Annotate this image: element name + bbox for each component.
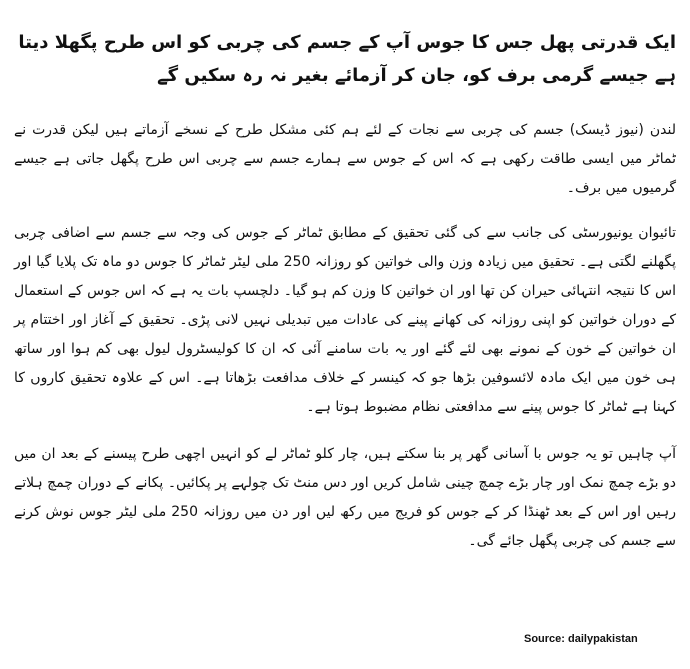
article-paragraph-recipe: آپ چاہیں تو یہ جوس با آسانی گھر پر بنا سکتے ہیں، چار کلو ٹماٹر لے کو انہیں اچھی طرح پیسنے کے بعد ان میں دو بڑے چمچ نمک اور چار بڑے چمچ چینی شامل کریں اور دس منٹ تک چولہے پر پکائیں۔ پکانے کے دوران چمچ ہلاتے رہیں اور اس کے بعد ٹھنڈا کر کے جوس کو فریج میں رکھ لیں اور دن میں روزانہ 250 ملی لیٹر جوس نوش کرنے سے جسم کی چربی پگھل جائے گی۔ — [14, 446, 676, 549]
article-paragraph-research: تائیوان یونیورسٹی کی جانب سے کی گئی تحقیق کے مطابق ٹماٹر کے جوس کی وجہ سے جسم سے اضافی چربی پگھلنے لگتی ہے۔ تحقیق میں زیادہ وزن والی خواتین کو روزانہ 250 ملی لیٹر ٹماٹر کا جوس دو ماہ تک پلایا گیا اور اس کا نتیجہ انتہائی حیران کن تھا اور ان خواتین کا وزن کم ہو گیا۔ دلچسپ بات یہ ہے کہ اس جوس کے استعمال کے دوران خواتین کو اپنی روزانہ کی کھانے پینے کی عادات میں تبدیلی نہیں لانی پڑی۔ تحقیق کے آغاز اور اختتام پر ان خواتین کے خون کے نمونے بھی لئے گئے اور یہ بات سامنے آئی کہ ان کا کولیسٹرول لیول بھی کم ہوا اور ساتھ ہی خون میں ایک مادہ لائسوفین بڑھا جو کہ کینسر کے خلاف مدافعت بڑھاتا ہے۔ اس کے علاوہ تحقیق کاروں کا کہنا ہے ٹماٹر کا جوس پینے سے مدافعتی نظام مضبوط ہوتا ہے۔ — [14, 225, 676, 415]
article-paragraph-intro: لندن (نیوز ڈیسک) جسم کی چربی سے نجات کے لئے ہم کئی مشکل طرح کے نسخے آزماتے ہیں لیکن قدرت نے ٹماٹر میں ایسی طاقت رکھی ہے کہ اس کے جوس سے ہمارے جسم سے چربی اس طرح پگھل جاتی ہے جیسے گرمیوں میں برف۔ — [14, 122, 676, 196]
article — [14, 26, 676, 574]
article-headline: ایک قدرتی پھل جس کا جوس آپ کے جسم کی چربی کو اس طرح پگھلا دیتا ہے جیسے گرمی برف کو، جان کر آزمائے بغیر نہ رہ سکیں گے — [18, 32, 676, 86]
source-credit: Source: dailypakistan — [524, 633, 638, 645]
